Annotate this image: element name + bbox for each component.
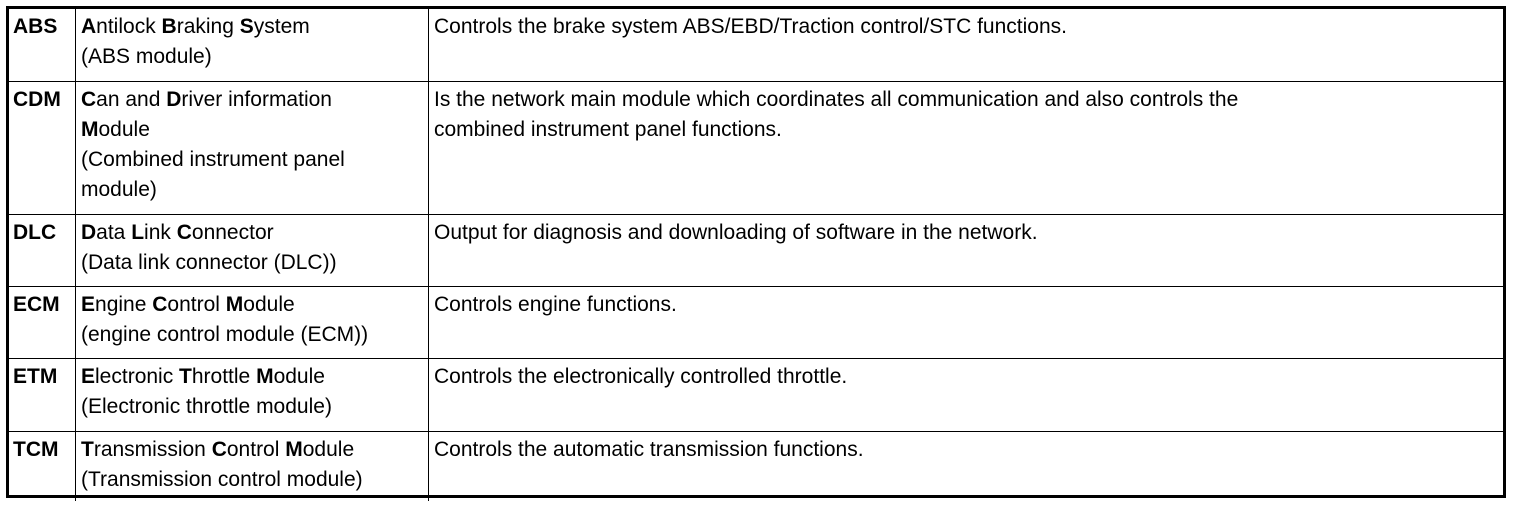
module-name-line [81, 42, 423, 72]
description-cell [429, 358, 1504, 431]
module-name-cell [76, 358, 429, 431]
module-name-text: ontrol [167, 292, 226, 316]
table-row [9, 214, 1503, 286]
module-name-text: (Transmission control module) [81, 467, 363, 491]
table-row [9, 286, 1503, 358]
description-cell [429, 9, 1504, 81]
module-name-line [81, 392, 423, 422]
module-name-line [81, 248, 423, 278]
module-name-text: (Electronic throttle module) [81, 394, 332, 418]
table-row [9, 431, 1503, 501]
module-name-cell [76, 9, 429, 81]
module-name-text: hrottle [191, 364, 257, 388]
module-name-text: module) [81, 177, 157, 201]
description-text: Is the network main module which coordinates all communication and also controls the combined instrument panel functions. [434, 87, 1239, 141]
module-name-line [81, 290, 423, 320]
module-name-text: ntilock [96, 15, 162, 38]
acronym-letter: D [81, 220, 97, 244]
acronym-letter: T [81, 437, 94, 461]
acronym-letter: S [239, 15, 254, 38]
module-name-cell [76, 214, 429, 286]
table-row [9, 81, 1503, 214]
module-name-line [81, 12, 423, 42]
acronym-letter: M [285, 437, 303, 461]
table-row [9, 9, 1503, 81]
description-text: Controls the electronically controlled throttle. [434, 364, 848, 388]
module-name-text: odule [302, 437, 355, 461]
module-name-cell [76, 431, 429, 501]
module-name-text: ontrol [226, 437, 286, 461]
module-name-text: ata [96, 220, 132, 244]
acronym-letter: M [225, 292, 244, 316]
acronym-letter: A [81, 15, 97, 38]
module-name-line [81, 115, 423, 145]
description-cell [429, 214, 1504, 286]
module-name-line [81, 362, 423, 392]
module-abbreviation-table [9, 9, 1503, 501]
module-name-line [81, 320, 423, 350]
acronym-letter: E [81, 364, 96, 388]
description-text: Controls the brake system ABS/EBD/Traction control/STC functions. [434, 15, 1067, 38]
description-text: Controls the automatic transmission functions. [434, 437, 864, 461]
acronym-letter: D [166, 87, 182, 111]
description-cell [429, 286, 1504, 358]
module-name-text: odule [273, 364, 325, 388]
module-name-line [81, 435, 423, 465]
module-name-text: odule [243, 292, 295, 316]
table-row [9, 358, 1503, 431]
module-table-frame [6, 6, 1506, 498]
abbreviation-cell: ABS [9, 9, 76, 81]
acronym-letter: B [161, 15, 177, 38]
module-name-line [81, 145, 423, 175]
description-cell [429, 431, 1504, 501]
acronym-letter: M [81, 117, 99, 141]
module-name-text: raking [176, 15, 240, 38]
module-name-text: (Combined instrument panel [81, 147, 345, 171]
module-name-text: river information [181, 87, 332, 111]
acronym-letter: E [81, 292, 96, 316]
module-name-text: onnector [191, 220, 274, 244]
abbreviation-cell: DLC [9, 214, 76, 286]
abbreviation-cell: ETM [9, 358, 76, 431]
module-name-text: ink [144, 220, 177, 244]
module-name-text: (ABS module) [81, 45, 212, 68]
module-name-line [81, 85, 423, 115]
acronym-letter: C [81, 87, 97, 111]
description-text: Output for diagnosis and downloading of software in the network. [434, 220, 1038, 244]
acronym-letter: C [152, 292, 168, 316]
module-name-text: ystem [253, 15, 310, 38]
acronym-letter: M [256, 364, 274, 388]
module-name-text: (engine control module (ECM)) [81, 322, 369, 346]
acronym-letter: C [211, 437, 227, 461]
module-name-line [81, 175, 423, 205]
module-name-cell [76, 286, 429, 358]
module-name-line [81, 218, 423, 248]
acronym-letter: T [179, 364, 192, 388]
module-name-text: (Data link connector (DLC)) [81, 250, 337, 274]
abbreviation-cell: TCM [9, 431, 76, 501]
module-name-text: ransmission [93, 437, 212, 461]
table-body [9, 9, 1503, 501]
acronym-letter: L [131, 220, 145, 244]
module-name-text: ngine [95, 292, 153, 316]
module-name-text: odule [98, 117, 150, 141]
acronym-letter: C [176, 220, 192, 244]
module-name-line [81, 465, 423, 495]
module-name-cell [76, 81, 429, 214]
description-text: Controls engine functions. [434, 292, 677, 316]
abbreviation-cell: CDM [9, 81, 76, 214]
description-cell [429, 81, 1504, 214]
module-name-text: an and [96, 87, 167, 111]
module-name-text: lectronic [95, 364, 180, 388]
abbreviation-cell: ECM [9, 286, 76, 358]
